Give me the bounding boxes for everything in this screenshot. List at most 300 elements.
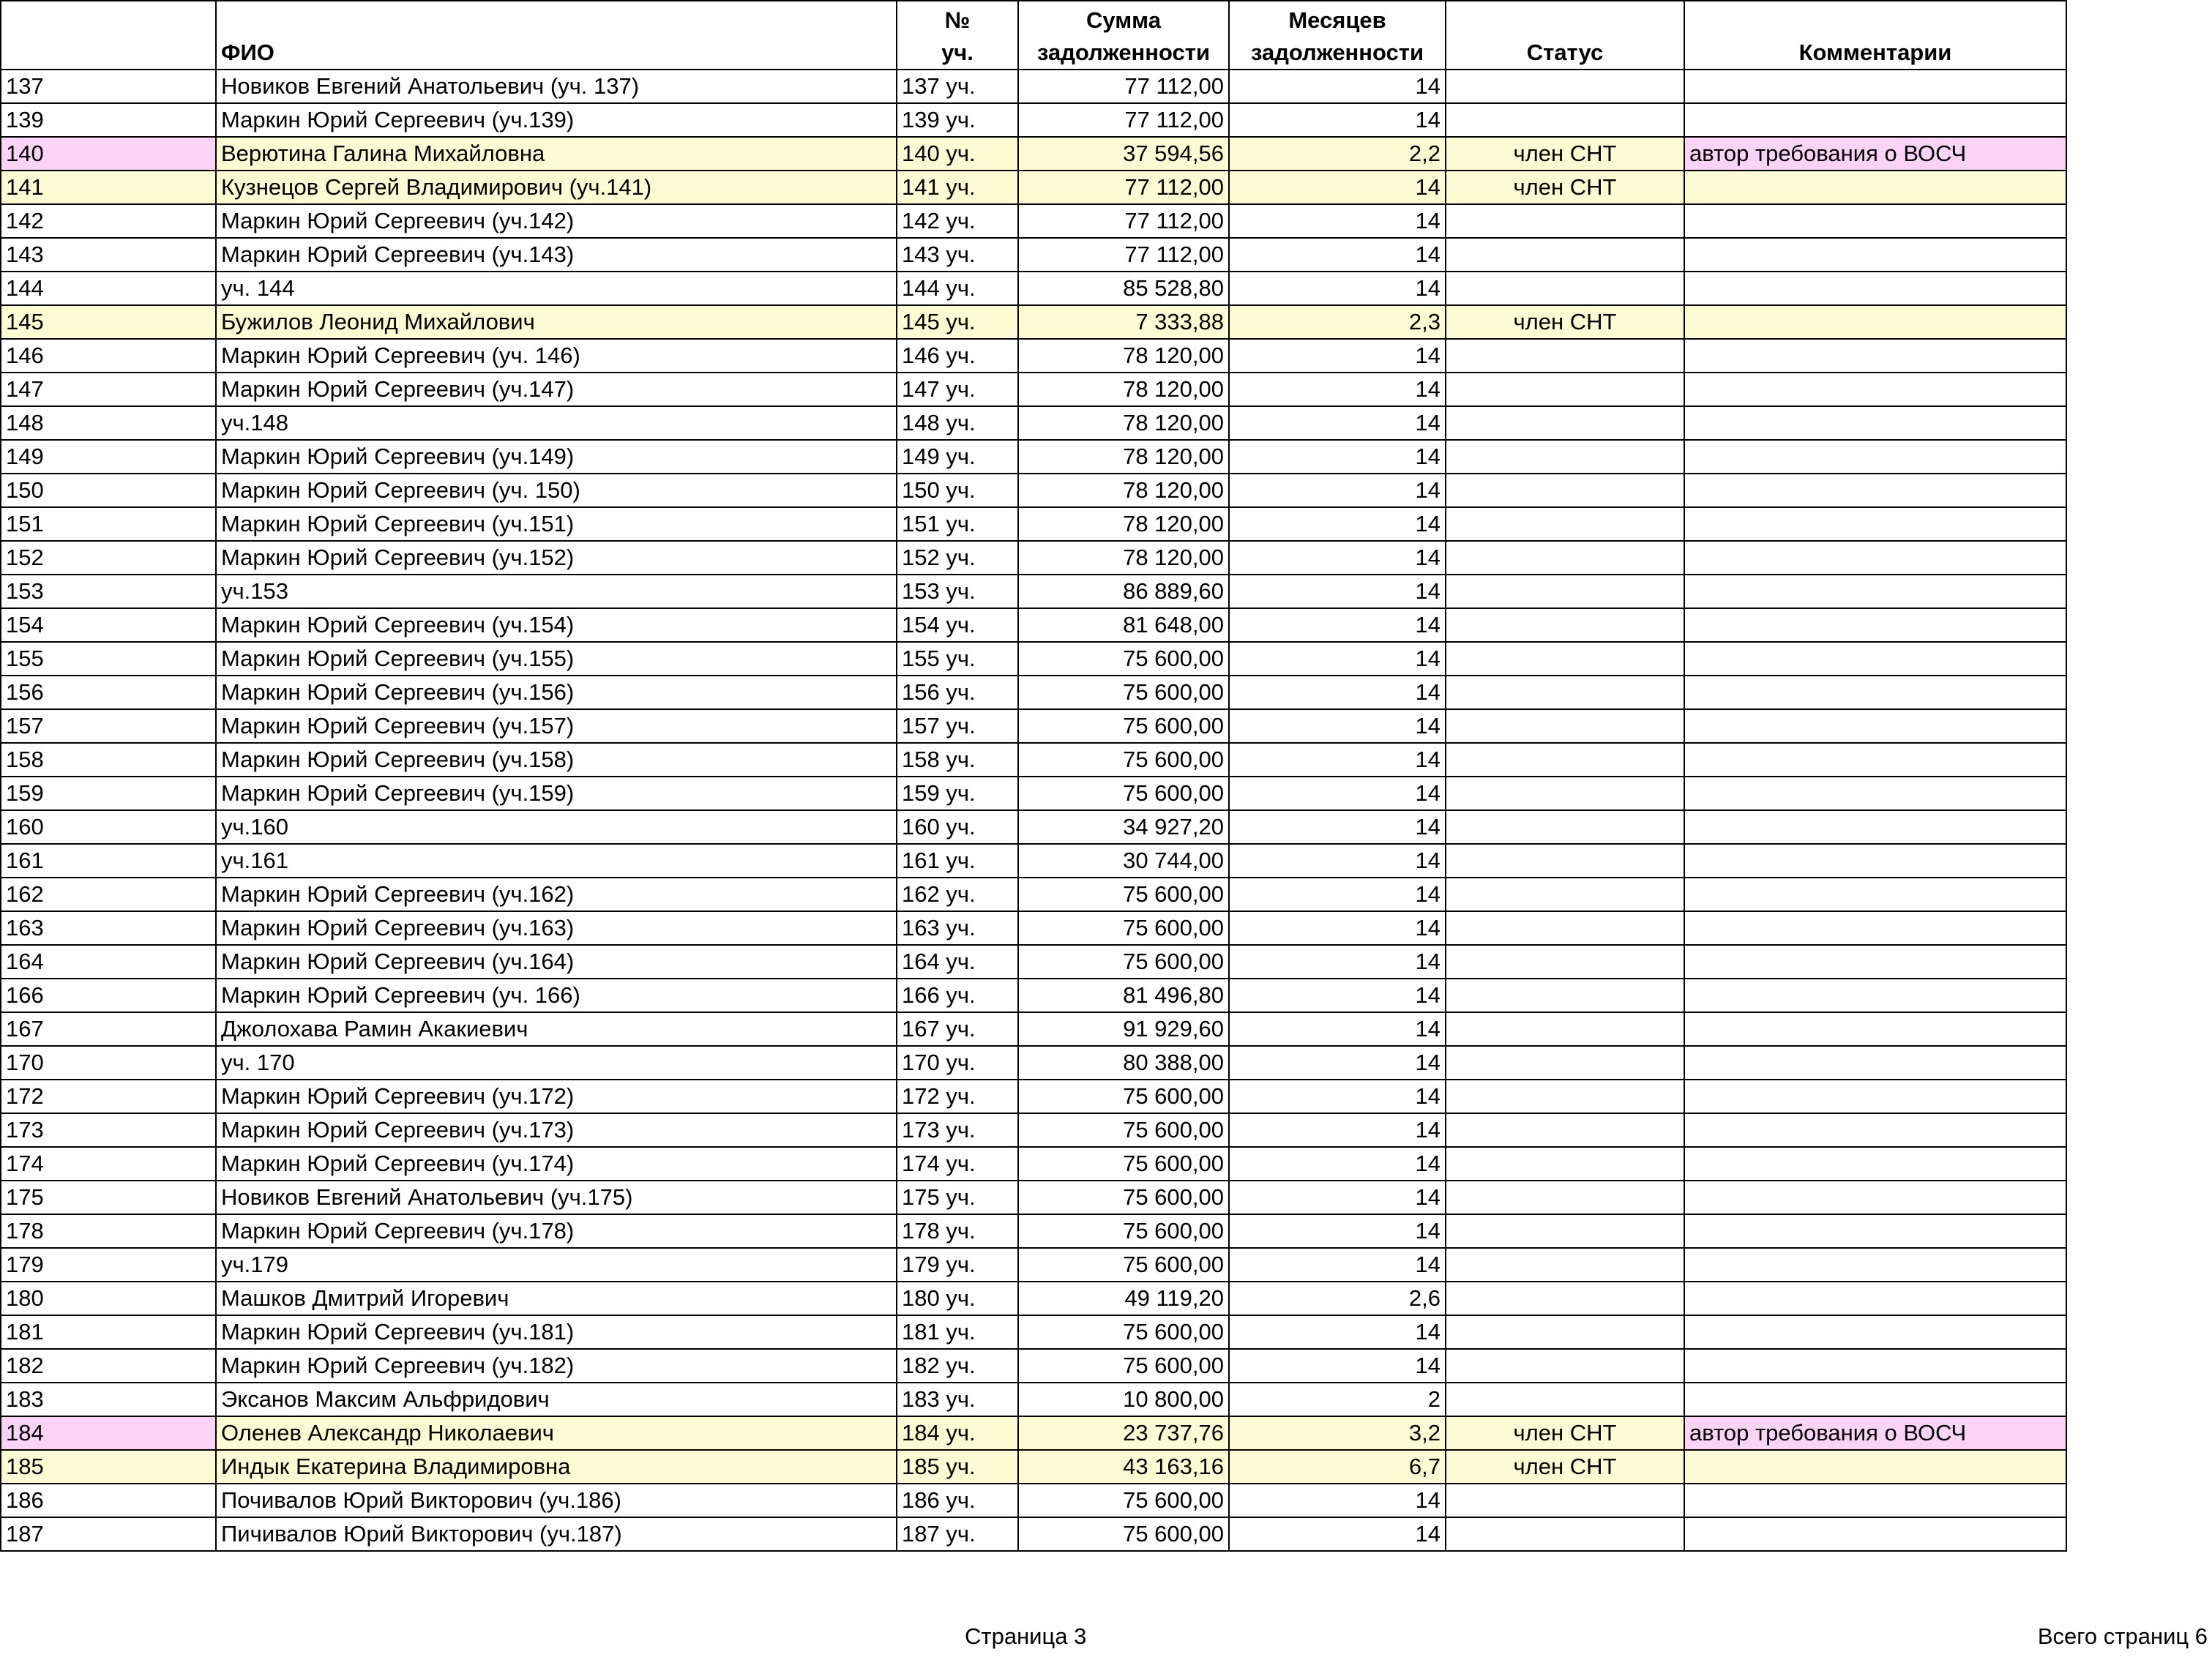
cell-sum: 75 600,00 <box>1018 945 1229 979</box>
cell-plot: 154 уч. <box>897 608 1018 642</box>
cell-comment <box>1684 1450 2066 1484</box>
cell-sum: 77 112,00 <box>1018 70 1229 103</box>
cell-id: 164 <box>1 945 216 979</box>
cell-status <box>1446 339 1684 373</box>
cell-months: 14 <box>1229 979 1446 1012</box>
cell-fio: уч. 144 <box>216 272 897 305</box>
cell-id: 142 <box>1 204 216 238</box>
cell-fio: Маркин Юрий Сергеевич (уч. 150) <box>216 474 897 507</box>
cell-status <box>1446 238 1684 272</box>
cell-fio: Маркин Юрий Сергеевич (уч. 146) <box>216 339 897 373</box>
table-row <box>1 608 2066 642</box>
cell-plot: 150 уч. <box>897 474 1018 507</box>
cell-sum: 78 120,00 <box>1018 541 1229 575</box>
cell-months: 2,3 <box>1229 305 1446 339</box>
cell-months: 14 <box>1229 1214 1446 1248</box>
cell-plot: 141 уч. <box>897 171 1018 204</box>
cell-comment <box>1684 810 2066 844</box>
cell-fio: Бужилов Леонид Михайлович <box>216 305 897 339</box>
cell-sum: 75 600,00 <box>1018 709 1229 743</box>
table-row <box>1 810 2066 844</box>
cell-fio: Верютина Галина Михайловна <box>216 137 897 171</box>
cell-comment <box>1684 575 2066 608</box>
cell-id: 163 <box>1 911 216 945</box>
cell-sum: 75 600,00 <box>1018 1349 1229 1383</box>
cell-months: 14 <box>1229 238 1446 272</box>
table-row <box>1 103 2066 137</box>
header-months-line2: задолженности <box>1250 40 1424 65</box>
cell-comment <box>1684 1147 2066 1181</box>
cell-sum: 78 120,00 <box>1018 440 1229 474</box>
cell-comment: автор требования о ВОСЧ <box>1684 137 2066 171</box>
cell-months: 14 <box>1229 1181 1446 1214</box>
cell-status <box>1446 1248 1684 1282</box>
cell-plot: 175 уч. <box>897 1181 1018 1214</box>
cell-status <box>1446 743 1684 777</box>
table-row <box>1 373 2066 406</box>
cell-id: 170 <box>1 1046 216 1080</box>
table-row <box>1 474 2066 507</box>
cell-id: 183 <box>1 1383 216 1416</box>
cell-months: 14 <box>1229 1315 1446 1349</box>
cell-fio: Оленев Александр Николаевич <box>216 1416 897 1450</box>
cell-status <box>1446 406 1684 440</box>
cell-plot: 157 уч. <box>897 709 1018 743</box>
cell-status <box>1446 70 1684 103</box>
cell-id: 185 <box>1 1450 216 1484</box>
cell-status <box>1446 642 1684 676</box>
cell-comment <box>1684 608 2066 642</box>
cell-status <box>1446 810 1684 844</box>
cell-fio: Маркин Юрий Сергеевич (уч.162) <box>216 878 897 911</box>
cell-comment <box>1684 642 2066 676</box>
cell-comment <box>1684 1383 2066 1416</box>
cell-id: 173 <box>1 1113 216 1147</box>
table-row <box>1 171 2066 204</box>
table-row <box>1 1046 2066 1080</box>
cell-sum: 75 600,00 <box>1018 1248 1229 1282</box>
cell-fio: Маркин Юрий Сергеевич (уч.158) <box>216 743 897 777</box>
cell-fio: Маркин Юрий Сергеевич (уч.142) <box>216 204 897 238</box>
cell-plot: 179 уч. <box>897 1248 1018 1282</box>
cell-plot: 151 уч. <box>897 507 1018 541</box>
header-plot <box>897 1 1018 70</box>
cell-comment <box>1684 305 2066 339</box>
cell-months: 2 <box>1229 1383 1446 1416</box>
cell-sum: 75 600,00 <box>1018 1517 1229 1551</box>
cell-fio: Маркин Юрий Сергеевич (уч.154) <box>216 608 897 642</box>
cell-plot: 160 уч. <box>897 810 1018 844</box>
cell-comment <box>1684 373 2066 406</box>
cell-id: 154 <box>1 608 216 642</box>
cell-status <box>1446 103 1684 137</box>
cell-status <box>1446 777 1684 810</box>
cell-id: 155 <box>1 642 216 676</box>
cell-months: 14 <box>1229 911 1446 945</box>
cell-comment <box>1684 406 2066 440</box>
cell-sum: 77 112,00 <box>1018 171 1229 204</box>
cell-months: 14 <box>1229 507 1446 541</box>
cell-fio: Индык Екатерина Владимировна <box>216 1450 897 1484</box>
cell-status: член СНТ <box>1446 171 1684 204</box>
cell-fio: Джолохава Рамин Акакиевич <box>216 1012 897 1046</box>
cell-fio: Машков Дмитрий Игоревич <box>216 1282 897 1315</box>
cell-comment <box>1684 709 2066 743</box>
cell-status: член СНТ <box>1446 1416 1684 1450</box>
table-row <box>1 440 2066 474</box>
cell-plot: 144 уч. <box>897 272 1018 305</box>
cell-comment <box>1684 743 2066 777</box>
cell-plot: 137 уч. <box>897 70 1018 103</box>
cell-comment <box>1684 204 2066 238</box>
cell-comment <box>1684 103 2066 137</box>
cell-status <box>1446 1383 1684 1416</box>
cell-comment <box>1684 272 2066 305</box>
cell-id: 149 <box>1 440 216 474</box>
cell-months: 14 <box>1229 608 1446 642</box>
table-row <box>1 204 2066 238</box>
cell-comment <box>1684 1517 2066 1551</box>
cell-months: 14 <box>1229 1349 1446 1383</box>
cell-id: 187 <box>1 1517 216 1551</box>
cell-sum: 75 600,00 <box>1018 1080 1229 1113</box>
cell-sum: 75 600,00 <box>1018 642 1229 676</box>
cell-sum: 75 600,00 <box>1018 777 1229 810</box>
cell-sum: 77 112,00 <box>1018 204 1229 238</box>
cell-plot: 142 уч. <box>897 204 1018 238</box>
page-number: Страница 3 <box>965 1623 1087 1649</box>
table-row <box>1 1113 2066 1147</box>
cell-fio: Маркин Юрий Сергеевич (уч.181) <box>216 1315 897 1349</box>
cell-plot: 139 уч. <box>897 103 1018 137</box>
cell-months: 14 <box>1229 406 1446 440</box>
cell-comment <box>1684 1282 2066 1315</box>
cell-sum: 78 120,00 <box>1018 406 1229 440</box>
table-row <box>1 844 2066 878</box>
cell-sum: 75 600,00 <box>1018 1147 1229 1181</box>
cell-comment <box>1684 440 2066 474</box>
cell-id: 179 <box>1 1248 216 1282</box>
cell-plot: 143 уч. <box>897 238 1018 272</box>
cell-sum: 75 600,00 <box>1018 743 1229 777</box>
cell-status <box>1446 844 1684 878</box>
cell-status: член СНТ <box>1446 1450 1684 1484</box>
cell-status <box>1446 1147 1684 1181</box>
cell-plot: 149 уч. <box>897 440 1018 474</box>
table-body <box>1 70 2066 1551</box>
cell-comment <box>1684 878 2066 911</box>
cell-plot: 187 уч. <box>897 1517 1018 1551</box>
cell-id: 158 <box>1 743 216 777</box>
header-sum-line2: задолженности <box>1036 40 1211 65</box>
cell-plot: 158 уч. <box>897 743 1018 777</box>
cell-months: 14 <box>1229 474 1446 507</box>
cell-plot: 186 уч. <box>897 1484 1018 1517</box>
cell-fio: Маркин Юрий Сергеевич (уч.155) <box>216 642 897 676</box>
cell-months: 14 <box>1229 1248 1446 1282</box>
cell-fio: Почивалов Юрий Викторович (уч.186) <box>216 1484 897 1517</box>
cell-id: 145 <box>1 305 216 339</box>
cell-plot: 155 уч. <box>897 642 1018 676</box>
cell-fio: Маркин Юрий Сергеевич (уч.178) <box>216 1214 897 1248</box>
table-row <box>1 1181 2066 1214</box>
cell-months: 14 <box>1229 810 1446 844</box>
cell-months: 14 <box>1229 575 1446 608</box>
table-row <box>1 1147 2066 1181</box>
cell-fio: Маркин Юрий Сергеевич (уч.172) <box>216 1080 897 1113</box>
cell-plot: 153 уч. <box>897 575 1018 608</box>
cell-id: 152 <box>1 541 216 575</box>
cell-id: 156 <box>1 676 216 709</box>
cell-sum: 75 600,00 <box>1018 676 1229 709</box>
cell-sum: 10 800,00 <box>1018 1383 1229 1416</box>
cell-sum: 78 120,00 <box>1018 373 1229 406</box>
cell-comment <box>1684 844 2066 878</box>
cell-months: 6,7 <box>1229 1450 1446 1484</box>
cell-fio: Маркин Юрий Сергеевич (уч.156) <box>216 676 897 709</box>
cell-comment <box>1684 676 2066 709</box>
cell-fio: Маркин Юрий Сергеевич (уч.173) <box>216 1113 897 1147</box>
cell-plot: 163 уч. <box>897 911 1018 945</box>
cell-fio: уч.161 <box>216 844 897 878</box>
cell-id: 175 <box>1 1181 216 1214</box>
cell-months: 3,2 <box>1229 1416 1446 1450</box>
table-row <box>1 137 2066 171</box>
cell-plot: 172 уч. <box>897 1080 1018 1113</box>
cell-fio: Новиков Евгений Анатольевич (уч. 137) <box>216 70 897 103</box>
cell-id: 143 <box>1 238 216 272</box>
cell-status: член СНТ <box>1446 305 1684 339</box>
cell-fio: Маркин Юрий Сергеевич (уч.143) <box>216 238 897 272</box>
cell-comment <box>1684 1080 2066 1113</box>
cell-comment <box>1684 171 2066 204</box>
header-months-line1: Месяцев <box>1288 7 1386 33</box>
cell-fio: Маркин Юрий Сергеевич (уч.152) <box>216 541 897 575</box>
cell-status <box>1446 541 1684 575</box>
cell-months: 14 <box>1229 1484 1446 1517</box>
cell-id: 166 <box>1 979 216 1012</box>
cell-id: 182 <box>1 1349 216 1383</box>
total-pages: Всего страниц 6 <box>2037 1623 2208 1649</box>
cell-months: 14 <box>1229 1147 1446 1181</box>
cell-id: 186 <box>1 1484 216 1517</box>
cell-sum: 7 333,88 <box>1018 305 1229 339</box>
cell-months: 14 <box>1229 945 1446 979</box>
cell-months: 14 <box>1229 709 1446 743</box>
cell-status <box>1446 440 1684 474</box>
cell-status <box>1446 878 1684 911</box>
table-row <box>1 575 2066 608</box>
cell-id: 181 <box>1 1315 216 1349</box>
cell-plot: 170 уч. <box>897 1046 1018 1080</box>
table-row <box>1 743 2066 777</box>
cell-plot: 152 уч. <box>897 541 1018 575</box>
table-row <box>1 1450 2066 1484</box>
table-row <box>1 878 2066 911</box>
cell-plot: 164 уч. <box>897 945 1018 979</box>
cell-comment <box>1684 945 2066 979</box>
cell-fio: Маркин Юрий Сергеевич (уч.149) <box>216 440 897 474</box>
cell-months: 14 <box>1229 541 1446 575</box>
cell-comment <box>1684 1349 2066 1383</box>
cell-status <box>1446 1282 1684 1315</box>
table-row <box>1 945 2066 979</box>
cell-status <box>1446 373 1684 406</box>
cell-status <box>1446 1080 1684 1113</box>
cell-sum: 78 120,00 <box>1018 474 1229 507</box>
cell-fio: Маркин Юрий Сергеевич (уч.164) <box>216 945 897 979</box>
table-row <box>1 642 2066 676</box>
cell-comment <box>1684 474 2066 507</box>
cell-fio: Маркин Юрий Сергеевич (уч. 166) <box>216 979 897 1012</box>
cell-id: 162 <box>1 878 216 911</box>
cell-fio: уч. 170 <box>216 1046 897 1080</box>
cell-plot: 147 уч. <box>897 373 1018 406</box>
cell-sum: 75 600,00 <box>1018 1113 1229 1147</box>
table-row <box>1 305 2066 339</box>
cell-status <box>1446 1046 1684 1080</box>
table-row <box>1 1080 2066 1113</box>
cell-months: 14 <box>1229 70 1446 103</box>
table-row <box>1 238 2066 272</box>
table-row <box>1 1282 2066 1315</box>
header-row <box>1 1 2066 70</box>
cell-fio: Маркин Юрий Сергеевич (уч.163) <box>216 911 897 945</box>
cell-months: 14 <box>1229 743 1446 777</box>
cell-fio: Новиков Евгений Анатольевич (уч.175) <box>216 1181 897 1214</box>
cell-plot: 166 уч. <box>897 979 1018 1012</box>
table-row <box>1 272 2066 305</box>
cell-plot: 174 уч. <box>897 1147 1018 1181</box>
cell-id: 160 <box>1 810 216 844</box>
cell-months: 14 <box>1229 777 1446 810</box>
cell-fio: Пичивалов Юрий Викторович (уч.187) <box>216 1517 897 1551</box>
cell-id: 144 <box>1 272 216 305</box>
cell-sum: 75 600,00 <box>1018 1315 1229 1349</box>
cell-status <box>1446 575 1684 608</box>
cell-months: 14 <box>1229 642 1446 676</box>
cell-status <box>1446 1181 1684 1214</box>
cell-status <box>1446 474 1684 507</box>
table-row <box>1 1349 2066 1383</box>
cell-months: 14 <box>1229 1046 1446 1080</box>
cell-id: 159 <box>1 777 216 810</box>
cell-months: 2,6 <box>1229 1282 1446 1315</box>
cell-id: 150 <box>1 474 216 507</box>
cell-comment <box>1684 1315 2066 1349</box>
cell-plot: 183 уч. <box>897 1383 1018 1416</box>
cell-comment <box>1684 1214 2066 1248</box>
cell-sum: 77 112,00 <box>1018 238 1229 272</box>
cell-id: 153 <box>1 575 216 608</box>
table-row <box>1 406 2066 440</box>
header-id <box>1 1 216 70</box>
table-row <box>1 709 2066 743</box>
cell-status <box>1446 1484 1684 1517</box>
header-status: Статус <box>1446 1 1684 70</box>
cell-months: 14 <box>1229 878 1446 911</box>
cell-plot: 140 уч. <box>897 137 1018 171</box>
cell-sum: 91 929,60 <box>1018 1012 1229 1046</box>
table-row <box>1 1484 2066 1517</box>
table-header <box>1 1 2066 70</box>
table-row <box>1 1012 2066 1046</box>
cell-months: 2,2 <box>1229 137 1446 171</box>
cell-comment: автор требования о ВОСЧ <box>1684 1416 2066 1450</box>
cell-plot: 161 уч. <box>897 844 1018 878</box>
cell-sum: 78 120,00 <box>1018 507 1229 541</box>
cell-months: 14 <box>1229 1113 1446 1147</box>
cell-months: 14 <box>1229 204 1446 238</box>
cell-sum: 78 120,00 <box>1018 339 1229 373</box>
cell-months: 14 <box>1229 1517 1446 1551</box>
cell-sum: 37 594,56 <box>1018 137 1229 171</box>
table-row <box>1 70 2066 103</box>
table-row <box>1 676 2066 709</box>
cell-comment <box>1684 777 2066 810</box>
cell-status <box>1446 507 1684 541</box>
cell-plot: 182 уч. <box>897 1349 1018 1383</box>
table-row <box>1 1383 2066 1416</box>
cell-id: 161 <box>1 844 216 878</box>
table-row <box>1 1248 2066 1282</box>
table-row <box>1 1214 2066 1248</box>
cell-status <box>1446 1315 1684 1349</box>
cell-comment <box>1684 541 2066 575</box>
table-row <box>1 777 2066 810</box>
cell-status <box>1446 945 1684 979</box>
cell-plot: 185 уч. <box>897 1450 1018 1484</box>
cell-fio: Маркин Юрий Сергеевич (уч.159) <box>216 777 897 810</box>
cell-status <box>1446 1349 1684 1383</box>
cell-id: 172 <box>1 1080 216 1113</box>
cell-comment <box>1684 507 2066 541</box>
cell-plot: 184 уч. <box>897 1416 1018 1450</box>
cell-comment <box>1684 1012 2066 1046</box>
header-sum <box>1018 1 1229 70</box>
cell-sum: 77 112,00 <box>1018 103 1229 137</box>
cell-comment <box>1684 911 2066 945</box>
cell-fio: Маркин Юрий Сергеевич (уч.139) <box>216 103 897 137</box>
cell-months: 14 <box>1229 373 1446 406</box>
cell-fio: Маркин Юрий Сергеевич (уч.147) <box>216 373 897 406</box>
cell-sum: 75 600,00 <box>1018 1214 1229 1248</box>
cell-status: член СНТ <box>1446 137 1684 171</box>
cell-months: 14 <box>1229 1080 1446 1113</box>
cell-comment <box>1684 1248 2066 1282</box>
cell-fio: уч.160 <box>216 810 897 844</box>
cell-sum: 75 600,00 <box>1018 911 1229 945</box>
cell-fio: Маркин Юрий Сергеевич (уч.174) <box>216 1147 897 1181</box>
cell-status <box>1446 1113 1684 1147</box>
cell-comment <box>1684 1181 2066 1214</box>
cell-plot: 178 уч. <box>897 1214 1018 1248</box>
cell-sum: 75 600,00 <box>1018 1181 1229 1214</box>
table-row <box>1 507 2066 541</box>
cell-sum: 81 648,00 <box>1018 608 1229 642</box>
cell-plot: 162 уч. <box>897 878 1018 911</box>
cell-months: 14 <box>1229 1012 1446 1046</box>
cell-status <box>1446 1012 1684 1046</box>
cell-sum: 43 163,16 <box>1018 1450 1229 1484</box>
cell-status <box>1446 709 1684 743</box>
cell-comment <box>1684 339 2066 373</box>
cell-months: 14 <box>1229 103 1446 137</box>
cell-status <box>1446 608 1684 642</box>
cell-months: 14 <box>1229 440 1446 474</box>
cell-months: 14 <box>1229 339 1446 373</box>
cell-id: 151 <box>1 507 216 541</box>
